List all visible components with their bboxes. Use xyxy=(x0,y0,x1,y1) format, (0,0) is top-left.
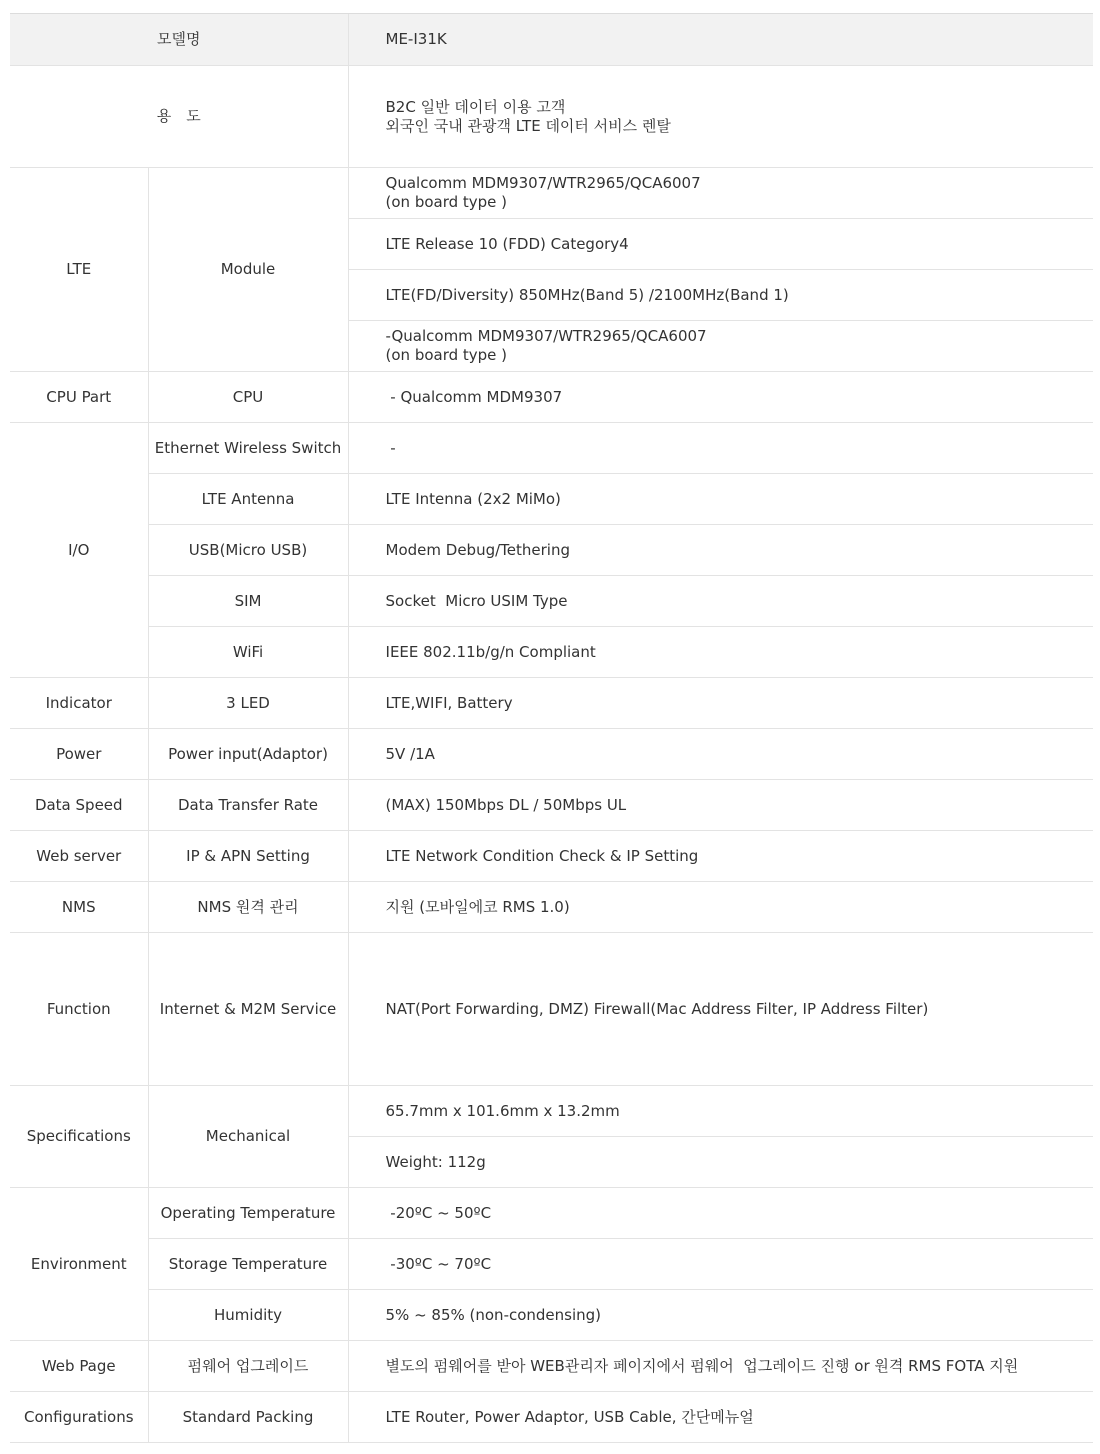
item-label: Power input(Adaptor) xyxy=(148,729,348,780)
spec-value-line: 65.7mm x 101.6mm x 13.2mm xyxy=(385,1101,620,1120)
spec-value-line: LTE Intenna (2x2 MiMo) xyxy=(385,489,561,508)
spec-row xyxy=(10,933,1093,1086)
header-row xyxy=(10,14,1093,66)
spec-value-line: 지원 (모바일에코 RMS 1.0) xyxy=(385,897,570,916)
header-value: ME-I31K xyxy=(348,14,1093,66)
spec-value xyxy=(348,678,1093,729)
category-power: Power xyxy=(10,729,148,780)
spec-value xyxy=(348,627,1093,678)
spec-row xyxy=(10,423,1093,474)
spec-value-line: NAT(Port Forwarding, DMZ) Firewall(Mac Address Filter, IP Address Filter) xyxy=(385,999,929,1018)
spec-row xyxy=(10,1188,1093,1239)
category-web-server: Web server xyxy=(10,831,148,882)
spec-row xyxy=(10,678,1093,729)
item-label: 펌웨어 업그레이드 xyxy=(148,1341,348,1392)
spec-value-line: LTE Release 10 (FDD) Category4 xyxy=(385,234,629,253)
item-label: Module xyxy=(148,168,348,372)
spec-value-line: (MAX) 150Mbps DL / 50Mbps UL xyxy=(385,795,627,814)
spec-value-line: 별도의 펌웨어를 받아 WEB관리자 페이지에서 펌웨어 업그레이드 진행 or 원격 RMS FOTA 지원 xyxy=(385,1356,1019,1375)
item-label: Data Transfer Rate xyxy=(148,780,348,831)
spec-row xyxy=(10,168,1093,219)
category-lte: LTE xyxy=(10,168,148,372)
spec-row xyxy=(10,576,1093,627)
spec-value xyxy=(348,576,1093,627)
header-label: 모델명 xyxy=(10,14,348,66)
item-label: IP & APN Setting xyxy=(148,831,348,882)
item-label: Operating Temperature xyxy=(148,1188,348,1239)
spec-value-line: Socket Micro USIM Type xyxy=(385,591,568,610)
spec-row xyxy=(10,525,1093,576)
spec-value xyxy=(348,882,1093,933)
spec-value-line: (on board type ) xyxy=(385,193,508,211)
item-label: WiFi xyxy=(148,627,348,678)
spec-value xyxy=(348,423,1093,474)
item-label: Standard Packing xyxy=(148,1392,348,1443)
spec-table xyxy=(10,13,1093,1443)
spec-value-line: LTE Router, Power Adaptor, USB Cable, 간단메뉴얼 xyxy=(385,1407,754,1426)
category-nms: NMS xyxy=(10,882,148,933)
item-label: Ethernet Wireless Switch xyxy=(148,423,348,474)
spec-value-line: Modem Debug/Tethering xyxy=(385,540,570,559)
spec-value xyxy=(348,1137,1093,1188)
item-label: USB(Micro USB) xyxy=(148,525,348,576)
item-label: 3 LED xyxy=(148,678,348,729)
spec-value xyxy=(348,1239,1093,1290)
spec-row xyxy=(10,1086,1093,1137)
item-label: NMS 원격 관리 xyxy=(148,882,348,933)
spec-value-line: 5V /1A xyxy=(385,744,435,763)
category-i-o: I/O xyxy=(10,423,148,678)
item-label: SIM xyxy=(148,576,348,627)
spec-value-line: Weight: 112g xyxy=(385,1152,486,1171)
spec-value-line: LTE(FD/Diversity) 850MHz(Band 5) /2100MHz(Band 1) xyxy=(385,285,789,304)
spec-value xyxy=(348,780,1093,831)
item-label: LTE Antenna xyxy=(148,474,348,525)
category-configurations: Configurations xyxy=(10,1392,148,1443)
usage-value xyxy=(348,66,1093,168)
spec-value xyxy=(348,729,1093,780)
spec-row xyxy=(10,1239,1093,1290)
item-label: Internet & M2M Service xyxy=(148,933,348,1086)
spec-value xyxy=(348,321,1093,372)
spec-row xyxy=(10,1341,1093,1392)
spec-value xyxy=(348,270,1093,321)
category-environment: Environment xyxy=(10,1188,148,1341)
spec-value-line: - xyxy=(385,438,396,457)
spec-value-line: LTE Network Condition Check & IP Setting xyxy=(385,846,699,865)
spec-value-line: -20ºC ~ 50ºC xyxy=(385,1203,492,1222)
spec-value-line: Qualcomm MDM9307/WTR2965/QCA6007 xyxy=(385,174,701,192)
spec-value xyxy=(348,168,1093,219)
item-label: CPU xyxy=(148,372,348,423)
category-cpu-part: CPU Part xyxy=(10,372,148,423)
spec-row xyxy=(10,831,1093,882)
spec-value xyxy=(348,525,1093,576)
category-data-speed: Data Speed xyxy=(10,780,148,831)
spec-value xyxy=(348,1188,1093,1239)
spec-table-body xyxy=(10,14,1093,1443)
spec-row xyxy=(10,372,1093,423)
spec-value xyxy=(348,1290,1093,1341)
usage-line: 외국인 국내 관광객 LTE 데이터 서비스 렌탈 xyxy=(385,116,671,135)
spec-row xyxy=(10,1392,1093,1443)
category-function: Function xyxy=(10,933,148,1086)
spec-value xyxy=(348,1086,1093,1137)
spec-row xyxy=(10,882,1093,933)
usage-line: B2C 일반 데이터 이용 고객 xyxy=(385,97,566,116)
spec-value-line: (on board type ) xyxy=(385,346,508,364)
spec-value xyxy=(348,372,1093,423)
spec-value xyxy=(348,933,1093,1086)
spec-row xyxy=(10,474,1093,525)
spec-value-line: -Qualcomm MDM9307/WTR2965/QCA6007 xyxy=(385,327,707,345)
spec-row xyxy=(10,780,1093,831)
category-web-page: Web Page xyxy=(10,1341,148,1392)
usage-label: 용 도 xyxy=(10,66,348,168)
spec-row xyxy=(10,729,1093,780)
spec-value-line: LTE,WIFI, Battery xyxy=(385,693,513,712)
item-label: Humidity xyxy=(148,1290,348,1341)
usage-row xyxy=(10,66,1093,168)
spec-value xyxy=(348,831,1093,882)
spec-value-line: 5% ~ 85% (non-condensing) xyxy=(385,1305,602,1324)
category-specifications: Specifications xyxy=(10,1086,148,1188)
spec-value-line: - Qualcomm MDM9307 xyxy=(385,387,563,406)
category-indicator: Indicator xyxy=(10,678,148,729)
spec-value xyxy=(348,219,1093,270)
spec-row xyxy=(10,1290,1093,1341)
spec-value xyxy=(348,1392,1093,1443)
item-label: Storage Temperature xyxy=(148,1239,348,1290)
spec-value-line: -30ºC ~ 70ºC xyxy=(385,1254,492,1273)
spec-value xyxy=(348,474,1093,525)
item-label: Mechanical xyxy=(148,1086,348,1188)
spec-row xyxy=(10,627,1093,678)
spec-value xyxy=(348,1341,1093,1392)
spec-value-line: IEEE 802.11b/g/n Compliant xyxy=(385,642,596,661)
